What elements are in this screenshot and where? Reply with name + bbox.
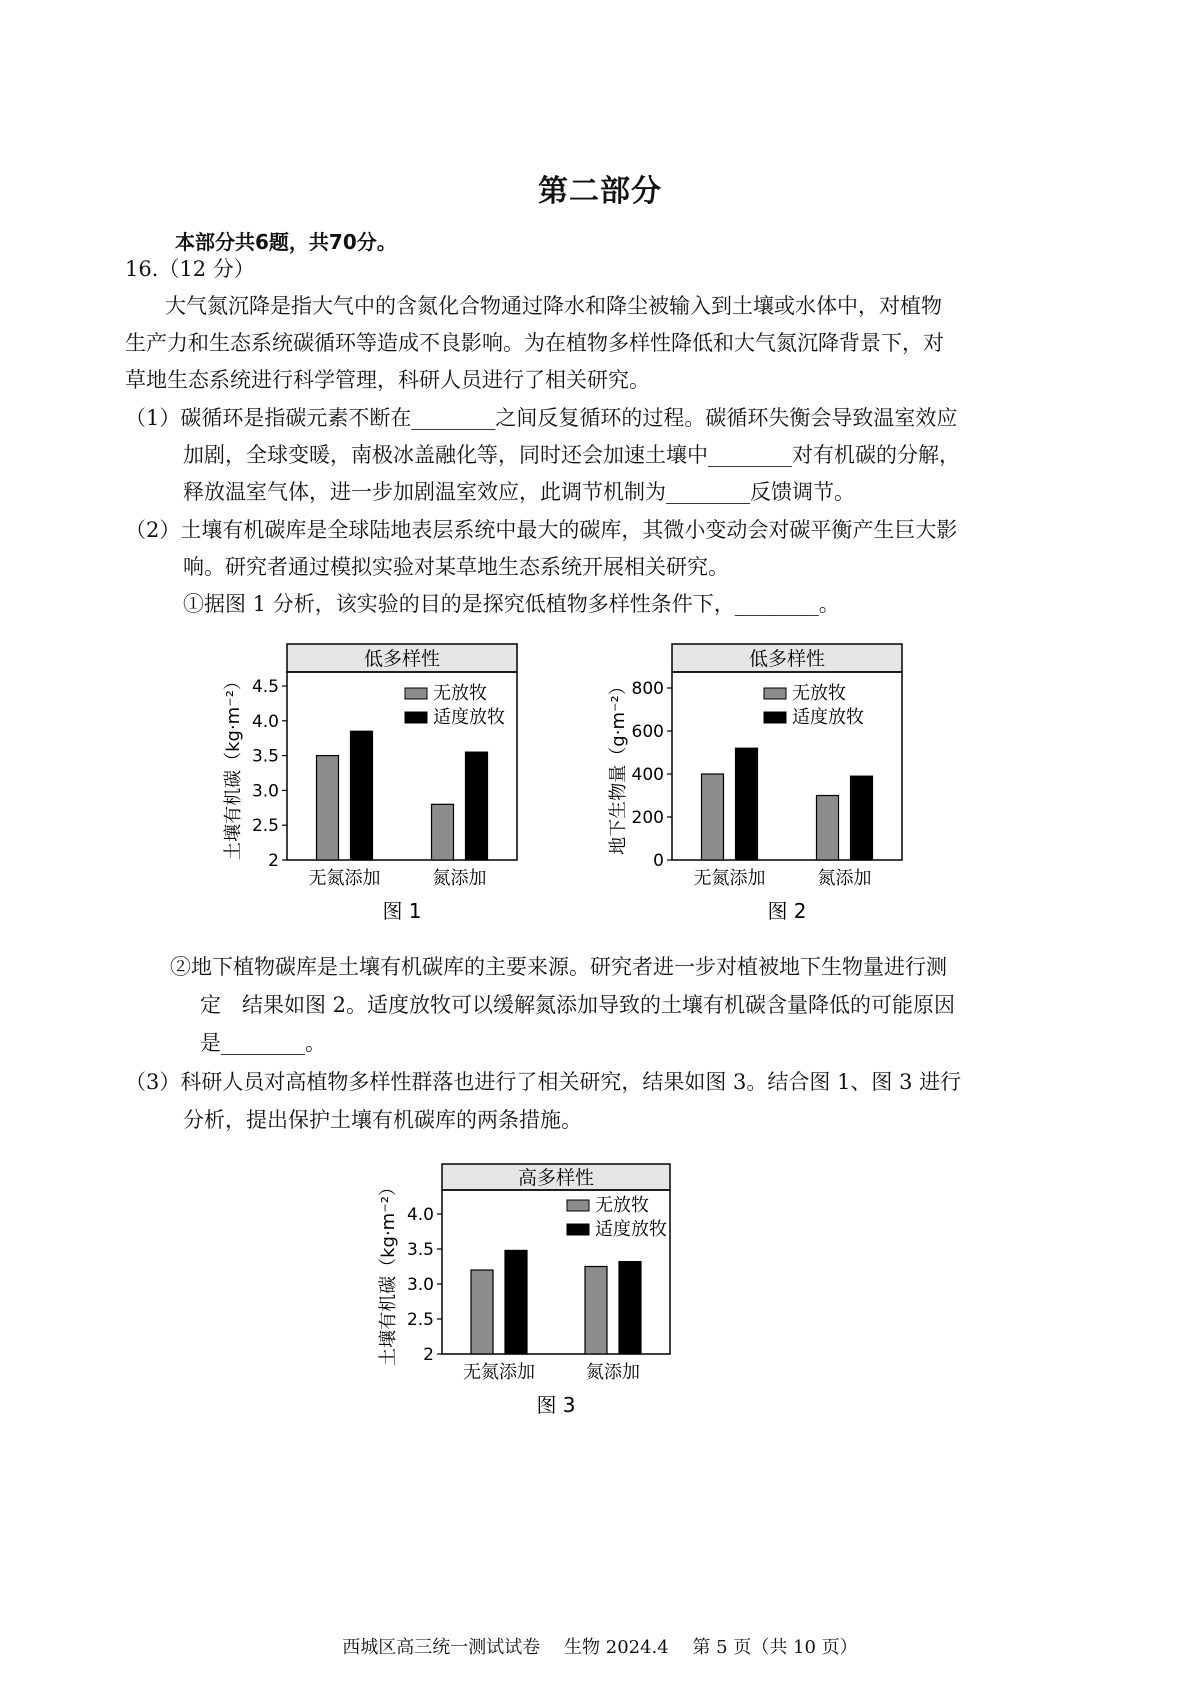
y-tick-label: 2.5 — [251, 816, 279, 837]
y-axis-label: 土壤有机碳（kg·m⁻²） — [378, 1178, 399, 1366]
q3-line-2: 分析，提出保护土壤有机碳库的两条措施。 — [183, 1108, 582, 1132]
bar — [432, 804, 454, 860]
y-tick-label: 400 — [631, 765, 664, 785]
legend-label: 适度放牧 — [792, 707, 864, 728]
figure-caption: 图 2 — [767, 899, 807, 923]
legend-swatch — [567, 1200, 589, 1211]
q2b-line-3: 是________。 — [200, 1031, 326, 1055]
legend-swatch — [567, 1224, 589, 1235]
chart-svg — [223, 638, 570, 938]
bar — [505, 1250, 527, 1354]
page-footer: 西城区高三统一测试试卷 生物 2024.4 第 5 页（共 10 页） — [342, 1637, 858, 1658]
bar — [317, 756, 339, 860]
figure-caption: 图 3 — [536, 1393, 576, 1417]
y-tick-label: 2 — [423, 1345, 434, 1365]
section-title: 第二部分 — [538, 174, 662, 209]
bar — [851, 776, 873, 860]
q1-line-2: 加剧，全球变暖，南极冰盖融化等，同时还会加速土壤中________对有机碳的分解， — [183, 443, 960, 467]
legend-label: 无放牧 — [433, 683, 487, 704]
stem-line-1: 大气氮沉降是指大气中的含氮化合物通过降水和降尘被输入到土壤或水体中，对植物 — [165, 294, 942, 318]
y-tick-label: 200 — [631, 808, 664, 828]
legend-swatch — [764, 688, 786, 699]
y-tick-label: 3.5 — [251, 746, 279, 767]
y-tick-label: 4.0 — [406, 1205, 434, 1225]
stem-line-2: 生产力和生态系统碳循环等造成不良影响。为在植物多样性降低和大气氮沉降背景下，对 — [125, 331, 944, 355]
q2-line-3: ①据图 1 分析，该实验的目的是探究低植物多样性条件下，________。 — [183, 592, 840, 616]
chart-svg — [608, 638, 935, 938]
panel-title: 高多样性 — [517, 1167, 595, 1189]
y-axis-label: 土壤有机碳（kg·m⁻²） — [223, 672, 244, 860]
q1-line-3: 释放温室气体，进一步加剧温室效应，此调节机制为________反馈调节。 — [183, 480, 855, 504]
q1-line-1: （1）碳循环是指碳元素不断在________之间反复循环的过程。碳循环失衡会导致温室效应 — [125, 406, 958, 430]
y-tick-label: 3.0 — [406, 1275, 434, 1295]
bar — [471, 1270, 493, 1354]
question-number: 16.（12 分） — [125, 257, 255, 281]
legend-swatch — [405, 688, 427, 699]
x-category-label: 氮添加 — [432, 868, 487, 889]
x-category-label: 无氮添加 — [308, 868, 381, 889]
chart-svg — [378, 1160, 735, 1420]
section-intro: 本部分共6题，共70分。 — [175, 230, 397, 254]
y-tick-label: 3.0 — [251, 781, 279, 802]
figure-2 — [608, 638, 935, 938]
q2-line-2: 响。研究者通过模拟实验对某草地生态系统开展相关研究。 — [183, 555, 729, 579]
x-category-label: 氮添加 — [817, 868, 872, 889]
bar — [585, 1267, 607, 1355]
legend-swatch — [764, 712, 786, 723]
bar — [619, 1262, 641, 1354]
bar — [702, 774, 724, 860]
y-tick-label: 2.5 — [406, 1310, 434, 1330]
panel-title: 低多样性 — [748, 648, 826, 670]
q2b-line-1: ②地下植物碳库是土壤有机碳库的主要来源。研究者进一步对植被地下生物量进行测 — [170, 955, 947, 979]
y-tick-label: 4.5 — [251, 677, 279, 697]
y-tick-label: 800 — [631, 679, 664, 699]
y-tick-label: 4.0 — [251, 711, 279, 732]
x-category-label: 无氮添加 — [463, 1362, 535, 1383]
y-tick-label: 600 — [631, 722, 664, 742]
y-axis-label: 地下生物量（g·m⁻²） — [608, 677, 629, 855]
figure-caption: 图 1 — [382, 899, 422, 923]
legend-label: 无放牧 — [595, 1195, 649, 1216]
bar — [736, 748, 758, 860]
q3-line-1: （3）科研人员对高植物多样性群落也进行了相关研究，结果如图 3。结合图 1、图 3 进行 — [125, 1070, 962, 1094]
legend-label: 无放牧 — [792, 683, 846, 704]
panel-title: 低多样性 — [363, 648, 441, 670]
legend-label: 适度放牧 — [433, 707, 505, 728]
q2-line-1: （2）土壤有机碳库是全球陆地表层系统中最大的碳库，其微小变动会对碳平衡产生巨大影 — [125, 518, 958, 542]
legend-swatch — [405, 712, 427, 723]
y-tick-label: 3.5 — [406, 1240, 434, 1260]
bar — [351, 731, 373, 860]
y-tick-label: 0 — [653, 851, 664, 871]
x-category-label: 氮添加 — [586, 1362, 640, 1383]
x-category-label: 无氮添加 — [693, 868, 766, 889]
q2b-line-2: 定 结果如图 2。适度放牧可以缓解氮添加导致的土壤有机碳含量降低的可能原因 — [200, 993, 956, 1017]
figure-1 — [223, 638, 570, 938]
stem-line-3: 草地生态系统进行科学管理，科研人员进行了相关研究。 — [125, 368, 650, 392]
figure-3 — [378, 1160, 735, 1420]
bar — [466, 752, 488, 860]
legend-label: 适度放牧 — [595, 1219, 667, 1240]
y-tick-label: 2 — [268, 851, 279, 871]
bar — [817, 796, 839, 861]
